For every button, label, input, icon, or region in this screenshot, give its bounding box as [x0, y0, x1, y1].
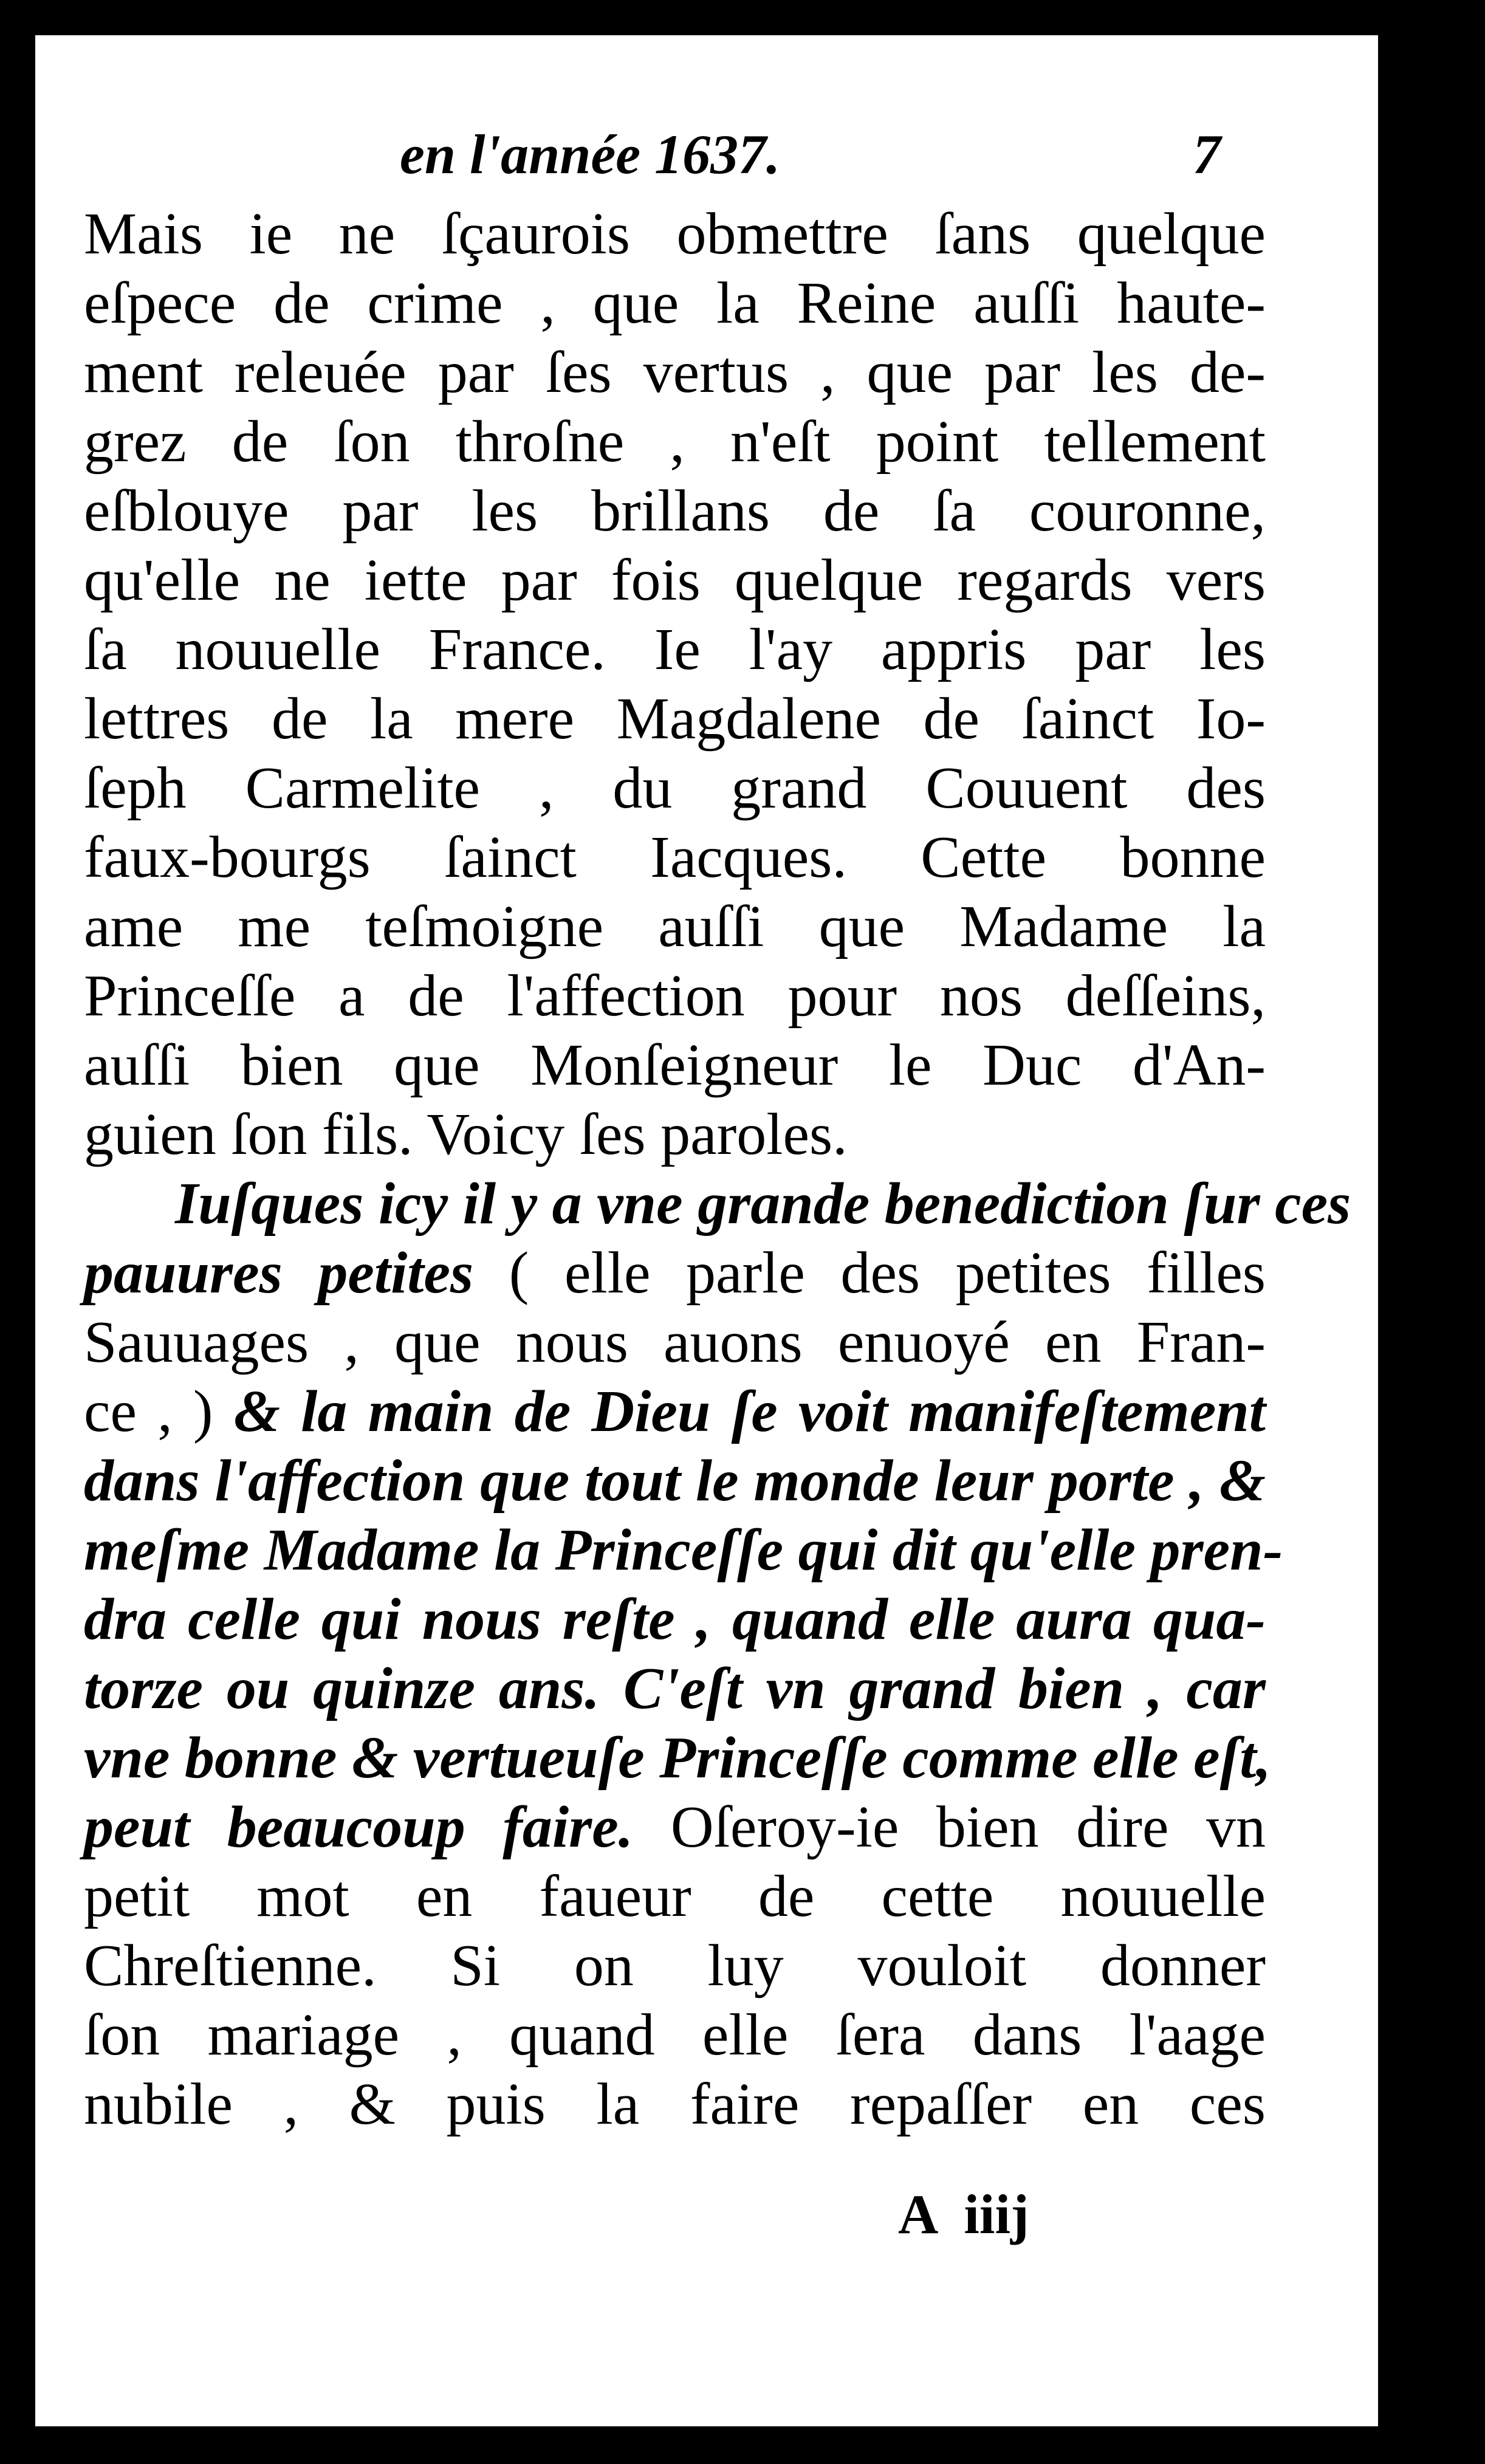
- signature-mark: A iiij: [898, 2183, 1029, 2245]
- italic-quote-line: [84, 1169, 1351, 1238]
- left-binding-edge: [0, 0, 35, 2464]
- aside-text: ( elle parle des petites filles: [509, 1240, 1266, 1306]
- book-page: [35, 35, 1378, 2426]
- text-line: eſpece de crime , que la Reine auſſi haute-: [84, 270, 1266, 336]
- page-number: 7: [1193, 123, 1221, 185]
- quote-text: pauures petites: [84, 1240, 474, 1306]
- aside-text: ce , ): [84, 1379, 213, 1444]
- text-line: eſblouye par les brillans de ſa couronne,: [84, 478, 1266, 544]
- running-head-text: en l'année 1637.: [400, 123, 781, 185]
- italic-quote-line: [84, 1585, 1266, 1654]
- right-page-edge: [1378, 0, 1485, 2464]
- running-head: [400, 123, 781, 185]
- text-line: faux-bourgs ſainct Iacques. Cette bonne: [84, 825, 1266, 890]
- text-line: grez de ſon throſne , n'eſt point tellement: [84, 409, 1266, 475]
- quote-text: dra celle qui nous reſte , quand elle aura qua-: [84, 1587, 1266, 1652]
- text-line: petit mot en faueur de cette nouuelle: [84, 1864, 1266, 1929]
- text-line: ment releuée par ſes vertus , que par les de-: [84, 340, 1266, 405]
- text-line: Princeſſe a de l'affection pour nos deſſeins,: [84, 963, 1266, 1029]
- text-line: ſeph Carmelite , du grand Couuent des: [84, 755, 1266, 821]
- mixed-line: [84, 1238, 1266, 1308]
- text-line: ſa nouuelle France. Ie l'ay appris par les: [84, 617, 1266, 682]
- quote-text: torze ou quinze ans. C'eſt vn grand bien , car: [84, 1656, 1266, 1721]
- text-line: Sauuages , que nous auons enuoyé en Fran-: [84, 1309, 1266, 1375]
- text-line: qu'elle ne iette par fois quelque regards vers: [84, 547, 1266, 613]
- text-line: lettres de la mere Magdalene de ſainct Io-: [84, 686, 1266, 752]
- text-line: ſon mariage , quand elle ſera dans l'aage: [84, 2002, 1266, 2068]
- quote-text: dans l'affection que tout le monde leur porte , &: [84, 1448, 1266, 1514]
- quote-text: vne bonne & vertueuſe Princeſſe comme elle eſt,: [84, 1725, 1271, 1791]
- mixed-line: [84, 1793, 1266, 1862]
- body-text: [84, 199, 1351, 2139]
- italic-quote-line: [84, 1446, 1266, 1515]
- quote-text: meſme Madame la Princeſſe qui dit qu'elle pren-: [84, 1517, 1283, 1583]
- text-run: Oſeroy-ie bien dire vn: [670, 1794, 1266, 1860]
- italic-quote-line: [84, 1515, 1283, 1585]
- text-line: Mais ie ne ſçaurois obmettre ſans quelque: [84, 201, 1266, 267]
- quote-text: peut beaucoup faire.: [84, 1794, 634, 1860]
- text-line: nubile , & puis la faire repaſſer en ces: [84, 2071, 1266, 2137]
- quote-text: Iuſques icy il y a vne grande benediction ſur ces: [175, 1171, 1351, 1237]
- text-line: Chreſtienne. Si on luy vouloit donner: [84, 1933, 1266, 1999]
- italic-quote-line: [84, 1654, 1266, 1723]
- mixed-line: [84, 1377, 1266, 1446]
- text-line: auſſi bien que Monſeigneur le Duc d'An-: [84, 1032, 1266, 1098]
- italic-quote-line: [84, 1723, 1271, 1793]
- text-line: ame me teſmoigne auſſi que Madame la: [84, 894, 1266, 959]
- quote-text: & la main de Dieu ſe voit manifeſtement: [233, 1379, 1266, 1444]
- text-line: guien ſon fils. Voicy ſes paroles.: [84, 1102, 848, 1167]
